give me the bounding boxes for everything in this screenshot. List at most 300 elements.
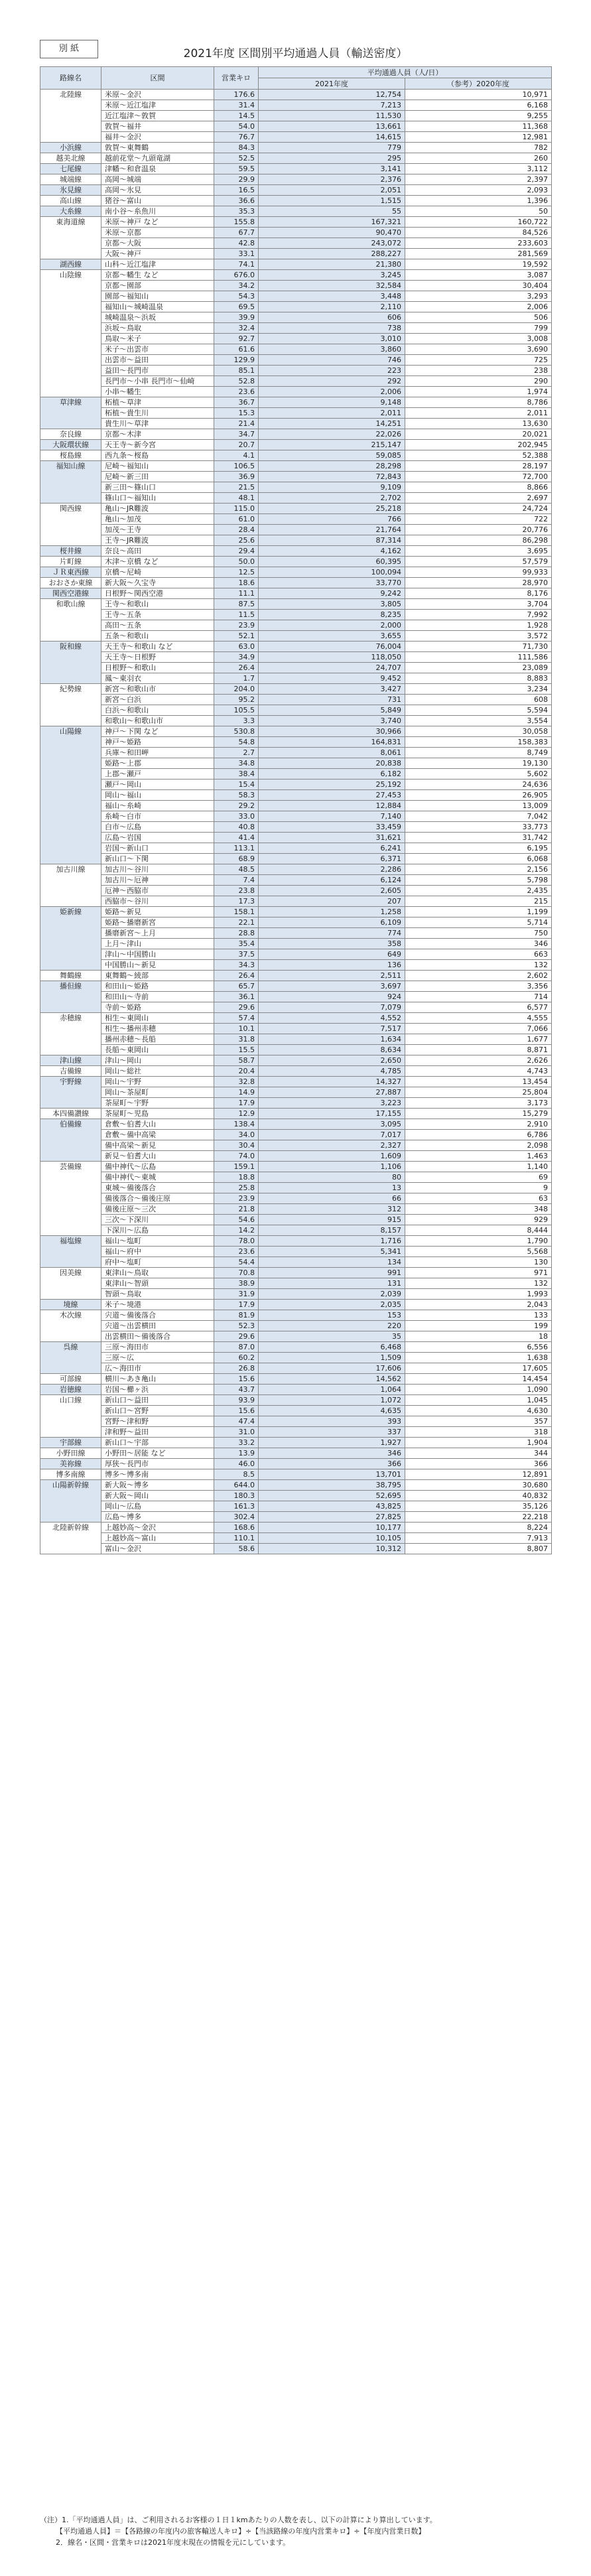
operating-km: 7.4 (214, 875, 259, 886)
density-2021: 2,011 (259, 408, 405, 419)
line-name: 奈良線 (40, 429, 101, 440)
section-name: 加茂～王寺 (101, 525, 214, 535)
section-name: 越前花堂～九頭竜湖 (101, 153, 214, 164)
table-row (40, 312, 552, 323)
density-2020: 30,058 (405, 726, 552, 737)
section-name: 長船～東岡山 (101, 1045, 214, 1055)
density-2020: 13,454 (405, 1077, 552, 1087)
operating-km: 15.6 (214, 1374, 259, 1385)
table-row (40, 344, 552, 355)
section-name: 寺前～姫路 (101, 1002, 214, 1013)
table-row (40, 1045, 552, 1055)
section-name: 備中神代～東城 (101, 1172, 214, 1183)
density-2021: 649 (259, 949, 405, 960)
density-2021: 774 (259, 928, 405, 939)
operating-km: 58.3 (214, 790, 259, 801)
table-row (40, 1363, 552, 1374)
header-current-year: 2021年度 (259, 78, 405, 90)
table-row (40, 100, 552, 111)
operating-km: 17.9 (214, 1300, 259, 1310)
table-row (40, 907, 552, 917)
density-2021: 10,177 (259, 1523, 405, 1533)
table-row (40, 854, 552, 864)
density-2021: 11,530 (259, 111, 405, 121)
density-2020: 8,866 (405, 482, 552, 493)
density-2021: 207 (259, 896, 405, 907)
table-row (40, 1406, 552, 1416)
table-row (40, 737, 552, 748)
density-2020: 7,913 (405, 1533, 552, 1544)
line-name: 舞鶴線 (40, 971, 101, 981)
line-name: 加古川線 (40, 864, 101, 907)
section-name: 貴生川～草津 (101, 419, 214, 429)
table-row (40, 652, 552, 663)
line-name: 呉線 (40, 1342, 101, 1374)
density-2021: 28,298 (259, 461, 405, 472)
operating-km: 17.3 (214, 896, 259, 907)
operating-km: 54.8 (214, 737, 259, 748)
density-2021: 4,552 (259, 1013, 405, 1024)
density-2020: 1,199 (405, 907, 552, 917)
section-name: 新山口～宮野 (101, 1406, 214, 1416)
operating-km: 20.7 (214, 440, 259, 450)
density-2021: 134 (259, 1257, 405, 1268)
section-name: 高岡～城端 (101, 174, 214, 185)
table-row (40, 886, 552, 896)
density-2020: 50 (405, 206, 552, 217)
density-2021: 2,006 (259, 387, 405, 397)
density-2020: 84,526 (405, 228, 552, 238)
density-2021: 7,140 (259, 811, 405, 822)
table-row (40, 1544, 552, 1554)
line-name: 美祢線 (40, 1459, 101, 1469)
density-2021: 3,655 (259, 631, 405, 642)
operating-km: 48.1 (214, 493, 259, 504)
table-row (40, 758, 552, 769)
section-name: 備中高梁～新見 (101, 1140, 214, 1151)
line-name: 小浜線 (40, 143, 101, 153)
density-2021: 292 (259, 376, 405, 387)
operating-km: 28.8 (214, 928, 259, 939)
operating-km: 1.7 (214, 673, 259, 684)
header-km: 営業キロ (214, 67, 259, 90)
density-2021: 21,380 (259, 259, 405, 270)
section-name: 津山～岡山 (101, 1055, 214, 1066)
operating-km: 54.4 (214, 1257, 259, 1268)
density-2020: 3,572 (405, 631, 552, 642)
density-2021: 295 (259, 153, 405, 164)
density-2021: 13 (259, 1183, 405, 1193)
density-2020: 290 (405, 376, 552, 387)
density-2021: 118,050 (259, 652, 405, 663)
table-row (40, 334, 552, 344)
section-name: 米原～神戸 など (101, 217, 214, 228)
density-2021: 2,110 (259, 302, 405, 312)
density-2021: 3,740 (259, 716, 405, 726)
section-name: 倉敷～備中高梁 (101, 1130, 214, 1140)
density-2020: 8,444 (405, 1225, 552, 1236)
density-2021: 100,094 (259, 567, 405, 578)
table-row (40, 620, 552, 631)
operating-km: 8.5 (214, 1469, 259, 1480)
section-name: 新山口～益田 (101, 1395, 214, 1406)
section-name: 高田～五条 (101, 620, 214, 631)
operating-km: 29.4 (214, 546, 259, 557)
density-2020: 5,594 (405, 705, 552, 716)
table-row (40, 1236, 552, 1247)
section-name: 王寺～JR難波 (101, 535, 214, 546)
density-2021: 924 (259, 992, 405, 1002)
section-name: 和田山～姫路 (101, 981, 214, 992)
table-row (40, 482, 552, 493)
table-row (40, 1416, 552, 1427)
table-row (40, 705, 552, 716)
section-name: 山科～近江塩津 (101, 259, 214, 270)
table-row (40, 1215, 552, 1225)
table-row (40, 1130, 552, 1140)
density-2021: 288,227 (259, 249, 405, 259)
section-name: 厄神～西脇市 (101, 886, 214, 896)
line-name: 山口線 (40, 1395, 101, 1438)
table-row (40, 1140, 552, 1151)
section-name: 加古川～谷川 (101, 864, 214, 875)
attachment-tag: 別 紙 (40, 40, 98, 58)
density-2021: 17,606 (259, 1363, 405, 1374)
density-2020: 782 (405, 143, 552, 153)
section-name: 福山～糸崎 (101, 801, 214, 811)
density-2020: 1,928 (405, 620, 552, 631)
density-2020: 9 (405, 1183, 552, 1193)
section-name: 津和野～益田 (101, 1427, 214, 1438)
density-2021: 4,635 (259, 1406, 405, 1416)
operating-km: 15.4 (214, 780, 259, 790)
density-2020: 799 (405, 323, 552, 334)
operating-km: 3.3 (214, 716, 259, 726)
table-row (40, 567, 552, 578)
density-2020: 30,680 (405, 1480, 552, 1491)
line-name: 越美北線 (40, 153, 101, 164)
operating-km: 106.5 (214, 461, 259, 472)
line-name: 宇野線 (40, 1077, 101, 1109)
header-group: 平均通過人員（人/日） (259, 67, 552, 78)
section-name: 東津山～智頭 (101, 1278, 214, 1289)
operating-km: 26.8 (214, 1363, 259, 1374)
density-2020: 2,602 (405, 971, 552, 981)
header-line: 路線名 (40, 67, 101, 90)
density-2020: 133 (405, 1310, 552, 1321)
table-row (40, 875, 552, 886)
operating-km: 10.1 (214, 1024, 259, 1034)
density-2021: 32,584 (259, 281, 405, 291)
density-2021: 1,509 (259, 1353, 405, 1363)
section-name: 神戸～姫路 (101, 737, 214, 748)
density-2021: 66 (259, 1193, 405, 1204)
table-row (40, 408, 552, 419)
operating-km: 57.4 (214, 1013, 259, 1024)
density-2020: 8,807 (405, 1544, 552, 1554)
density-2021: 2,376 (259, 174, 405, 185)
section-name: 出雲横田～備後落合 (101, 1331, 214, 1342)
table-row (40, 472, 552, 482)
table-row (40, 769, 552, 780)
density-2021: 10,312 (259, 1544, 405, 1554)
operating-km: 23.9 (214, 620, 259, 631)
operating-km: 33.1 (214, 249, 259, 259)
table-row (40, 164, 552, 174)
operating-km: 37.5 (214, 949, 259, 960)
table-row (40, 121, 552, 132)
table-row (40, 1119, 552, 1130)
section-name: 敦賀～福井 (101, 121, 214, 132)
density-2021: 55 (259, 206, 405, 217)
density-2021: 167,321 (259, 217, 405, 228)
density-2020: 366 (405, 1459, 552, 1469)
table-row (40, 1077, 552, 1087)
density-2021: 358 (259, 939, 405, 949)
section-name: 西脇市～谷川 (101, 896, 214, 907)
density-2020: 23,089 (405, 663, 552, 673)
density-2020: 3,690 (405, 344, 552, 355)
density-2021: 312 (259, 1204, 405, 1215)
density-2021: 2,000 (259, 620, 405, 631)
density-2021: 13,661 (259, 121, 405, 132)
density-2020: 28,970 (405, 578, 552, 588)
operating-km: 29.2 (214, 801, 259, 811)
section-name: 宍道～備後落合 (101, 1310, 214, 1321)
section-name: 米原～金沢 (101, 90, 214, 100)
table-row (40, 1331, 552, 1342)
table-row (40, 1289, 552, 1300)
operating-km: 12.5 (214, 567, 259, 578)
table-row (40, 864, 552, 875)
footnotes (40, 2514, 551, 2548)
operating-km: 26.4 (214, 971, 259, 981)
table-row (40, 249, 552, 259)
table-row (40, 185, 552, 196)
table-row (40, 726, 552, 737)
density-2020: 260 (405, 153, 552, 164)
table-row (40, 1278, 552, 1289)
density-2021: 14,251 (259, 419, 405, 429)
density-2021: 1,716 (259, 1236, 405, 1247)
density-2021: 3,448 (259, 291, 405, 302)
table-row (40, 419, 552, 429)
operating-km: 87.0 (214, 1342, 259, 1353)
section-name: 日根野～関西空港 (101, 588, 214, 599)
density-2020: 3,173 (405, 1098, 552, 1109)
line-name: 東海道線 (40, 217, 101, 259)
line-name: 因美線 (40, 1268, 101, 1300)
density-2021: 72,843 (259, 472, 405, 482)
table-row (40, 1013, 552, 1024)
density-2020: 86,298 (405, 535, 552, 546)
table-row (40, 1459, 552, 1469)
operating-km: 74.0 (214, 1151, 259, 1162)
density-2020: 8,749 (405, 748, 552, 758)
operating-km: 11.1 (214, 588, 259, 599)
density-2020: 8,224 (405, 1523, 552, 1533)
table-row (40, 1002, 552, 1013)
density-2020: 9,255 (405, 111, 552, 121)
line-name: 和歌山線 (40, 599, 101, 642)
section-name: 津幡～和倉温泉 (101, 164, 214, 174)
operating-km: 54.0 (214, 121, 259, 132)
table-row (40, 1374, 552, 1385)
line-name: 関西線 (40, 504, 101, 546)
density-2021: 220 (259, 1321, 405, 1331)
table-row (40, 801, 552, 811)
operating-km: 138.4 (214, 1119, 259, 1130)
density-2020: 20,776 (405, 525, 552, 535)
density-2021: 3,095 (259, 1119, 405, 1130)
density-2020: 1,790 (405, 1236, 552, 1247)
line-name: 福塩線 (40, 1236, 101, 1268)
density-2021: 76,004 (259, 642, 405, 652)
density-2021: 2,605 (259, 886, 405, 896)
density-2021: 738 (259, 323, 405, 334)
operating-km: 40.8 (214, 822, 259, 833)
density-2020: 3,356 (405, 981, 552, 992)
density-2020: 1,396 (405, 196, 552, 206)
operating-km: 87.5 (214, 599, 259, 610)
density-2020: 1,463 (405, 1151, 552, 1162)
page-title: 2021年度 区間別平均通過人員（輸送密度） (183, 47, 408, 60)
density-2020: 24,724 (405, 504, 552, 514)
section-name: 茶屋町～児島 (101, 1109, 214, 1119)
section-name: 上郡～瀬戸 (101, 769, 214, 780)
table-row (40, 323, 552, 334)
section-name: 姫路～播磨新宮 (101, 917, 214, 928)
section-name: 福山～塩町 (101, 1236, 214, 1247)
density-2020: 750 (405, 928, 552, 939)
density-2020: 4,630 (405, 1406, 552, 1416)
section-name: 姫路～新見 (101, 907, 214, 917)
section-name: 下深川～広島 (101, 1225, 214, 1236)
table-row (40, 642, 552, 652)
table-row (40, 1469, 552, 1480)
header-section: 区間 (101, 67, 214, 90)
density-2020: 5,798 (405, 875, 552, 886)
operating-km: 36.6 (214, 196, 259, 206)
density-2020: 71,730 (405, 642, 552, 652)
section-name: 猪谷～富山 (101, 196, 214, 206)
table-row (40, 663, 552, 673)
density-2020: 6,195 (405, 843, 552, 854)
operating-km: 644.0 (214, 1480, 259, 1491)
line-name: 山陰線 (40, 270, 101, 397)
operating-km: 76.7 (214, 132, 259, 143)
section-name: 天王寺～日根野 (101, 652, 214, 663)
section-name: 小串～幡生 (101, 387, 214, 397)
section-name: 米子～出雲市 (101, 344, 214, 355)
density-2020: 99,933 (405, 567, 552, 578)
section-name: 益田～長門市 (101, 366, 214, 376)
density-2021: 337 (259, 1427, 405, 1438)
table-row (40, 949, 552, 960)
operating-km: 180.3 (214, 1491, 259, 1501)
density-2021: 14,327 (259, 1077, 405, 1087)
section-name: 京都～園部 (101, 281, 214, 291)
table-row (40, 1427, 552, 1438)
density-2020: 3,234 (405, 684, 552, 695)
density-2021: 346 (259, 1448, 405, 1459)
density-2021: 27,887 (259, 1087, 405, 1098)
operating-km: 39.9 (214, 312, 259, 323)
table-row (40, 1342, 552, 1353)
section-name: 備後落合～備後庄原 (101, 1193, 214, 1204)
section-name: 博多～博多南 (101, 1469, 214, 1480)
table-row (40, 1247, 552, 1257)
section-name: 新大阪～岡山 (101, 1491, 214, 1501)
section-name: 東舞鶴～綾部 (101, 971, 214, 981)
operating-km: 22.1 (214, 917, 259, 928)
operating-km: 23.8 (214, 886, 259, 896)
operating-km: 34.2 (214, 281, 259, 291)
density-2021: 6,468 (259, 1342, 405, 1353)
density-2020: 8,871 (405, 1045, 552, 1055)
operating-km: 31.0 (214, 1427, 259, 1438)
density-2021: 3,805 (259, 599, 405, 610)
table-row (40, 196, 552, 206)
line-name: 桜島線 (40, 450, 101, 461)
operating-km: 31.9 (214, 1289, 259, 1300)
table-row (40, 599, 552, 610)
section-name: 津山～中国勝山 (101, 949, 214, 960)
density-2021: 6,109 (259, 917, 405, 928)
table-row (40, 695, 552, 705)
operating-km: 15.3 (214, 408, 259, 419)
density-2021: 2,650 (259, 1055, 405, 1066)
line-name: 吉備線 (40, 1066, 101, 1077)
table-row (40, 1480, 552, 1491)
section-name: 小野田～居能 など (101, 1448, 214, 1459)
table-row (40, 1257, 552, 1268)
table-row (40, 748, 552, 758)
density-2020: 18 (405, 1331, 552, 1342)
density-2020: 2,697 (405, 493, 552, 504)
density-2021: 5,849 (259, 705, 405, 716)
density-2020: 929 (405, 1215, 552, 1225)
section-name: 和歌山～和歌山市 (101, 716, 214, 726)
section-name: 岡山～宇野 (101, 1077, 214, 1087)
operating-km: 25.6 (214, 535, 259, 546)
operating-km: 36.1 (214, 992, 259, 1002)
table-row (40, 1193, 552, 1204)
table-row (40, 546, 552, 557)
density-2021: 3,141 (259, 164, 405, 174)
section-name: 上越妙高～富山 (101, 1533, 214, 1544)
density-2020: 132 (405, 960, 552, 971)
density-2021: 33,459 (259, 822, 405, 833)
operating-km: 14.9 (214, 1087, 259, 1098)
operating-km: 32.4 (214, 323, 259, 334)
section-name: 尼崎～新三田 (101, 472, 214, 482)
density-2021: 17,155 (259, 1109, 405, 1119)
section-name: 柘植～草津 (101, 397, 214, 408)
table-row (40, 1353, 552, 1363)
density-2021: 1,515 (259, 196, 405, 206)
line-name: 津山線 (40, 1055, 101, 1066)
footnote-1: （注）1.「平均通過人員」は、ご利用されるお客様の１日１kmあたりの人数を表し、以下の計算により算出しています。 (40, 2516, 437, 2524)
density-2020: 3,554 (405, 716, 552, 726)
section-name: 日根野～和歌山 (101, 663, 214, 673)
density-2020: 5,602 (405, 769, 552, 780)
table-row (40, 1162, 552, 1172)
density-2020: 12,891 (405, 1469, 552, 1480)
table-row (40, 1321, 552, 1331)
table-row (40, 366, 552, 376)
operating-km: 50.0 (214, 557, 259, 567)
